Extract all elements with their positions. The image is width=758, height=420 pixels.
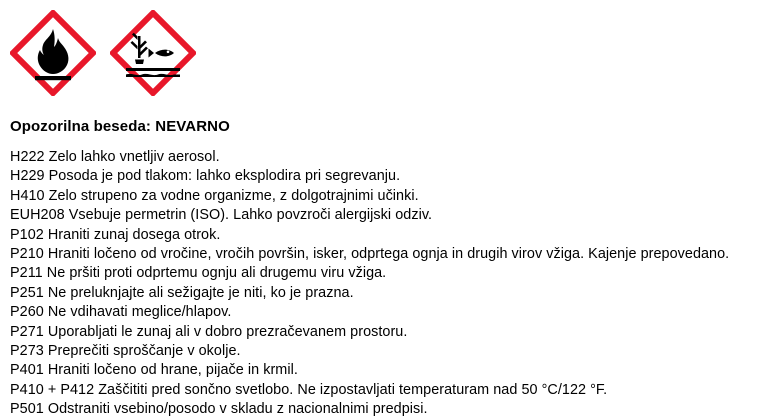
statement-line: P273 Preprečiti sproščanje v okolje. [10, 343, 241, 360]
statement-line: EUH208 Vsebuje permetrin (ISO). Lahko povzroči alergijski odziv. [10, 207, 433, 224]
ghs-environment-pictogram [110, 10, 196, 96]
statement-line: P251 Ne preluknjajte ali sežigajte je niti, ko je prazna. [10, 284, 354, 301]
statement-line: P260 Ne vdihavati meglice/hlapov. [10, 304, 232, 321]
statement-line: P501 Odstraniti vsebino/posodo v skladu z nacionalnimi predpisi. [10, 401, 428, 418]
statement-line: P401 Hraniti ločeno od hrane, pijače in krmil. [10, 362, 298, 379]
pictogram-row [10, 10, 750, 96]
statement-line: H222 Zelo lahko vnetljiv aerosol. [10, 149, 220, 165]
ghs-flame-pictogram [10, 10, 96, 96]
statement-line: H229 Posoda je pod tlakom: lahko eksplodira pri segrevanju. [10, 168, 401, 185]
hazard-statements-list [10, 148, 750, 420]
statement-line: P271 Uporabljati le zunaj ali v dobro prezračevanem prostoru. [10, 323, 408, 340]
signal-word: Opozorilna beseda: NEVARNO [10, 118, 230, 135]
statement-line: H410 Zelo strupeno za vodne organizme, z dolgotrajnimi učinki. [10, 187, 419, 204]
statement-line: P410 + P412 Zaščititi pred sončno svetlobo. Ne izpostavljati temperaturam nad 50 °C/122 °F. [10, 381, 608, 398]
statement-line: P211 Ne pršiti proti odprtemu ognju ali drugemu viru vžiga. [10, 265, 387, 282]
statement-line: P210 Hraniti ločeno od vročine, vročih površin, isker, odprtega ognja in drugih virov vžiga. Kajenje prepovedano. [10, 246, 730, 263]
statement-line: P102 Hraniti zunaj dosega otrok. [10, 226, 221, 243]
